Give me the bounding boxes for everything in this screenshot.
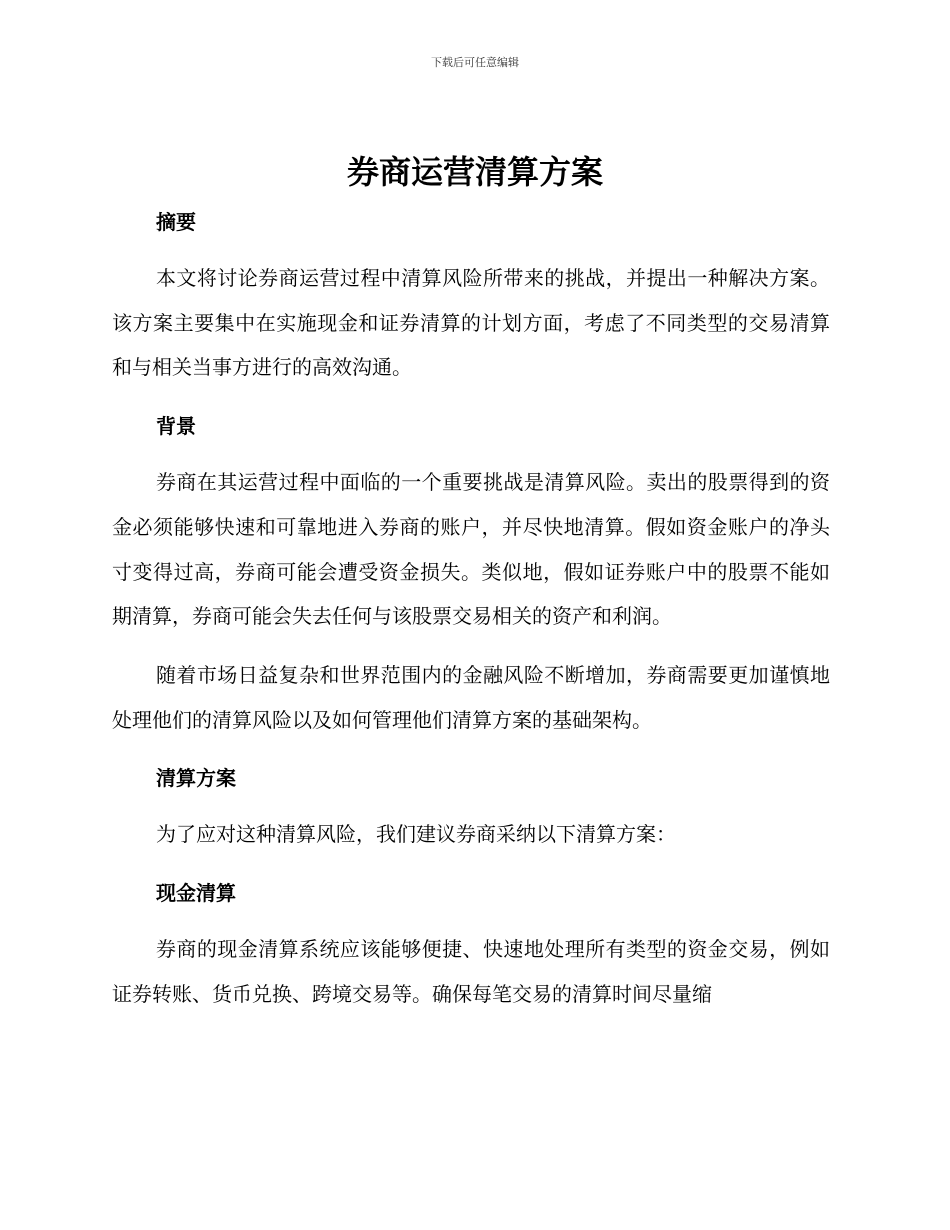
section-heading-abstract: 摘要 — [156, 210, 196, 234]
section-heading-background: 背景 — [156, 414, 196, 439]
document-body — [112, 200, 830, 1016]
section-heading-cash: 现金清算 — [156, 881, 236, 906]
header-note: 下载后可任意编辑 — [431, 56, 519, 69]
section-heading-solution: 清算方案 — [156, 766, 236, 791]
paragraph-abstract: 本文将讨论券商运营过程中清算风险所带来的挑战，并提出一种解决方案。该方案主要集中在实施现金和证券清算的计划方面，考虑了不同类型的交易清算和与相关当事方进行的高效沟通。 — [112, 266, 830, 380]
document-title: 券商运营清算方案 — [346, 153, 603, 191]
paragraph-solution: 为了应对这种清算风险，我们建议券商采纳以下清算方案： — [156, 822, 676, 847]
paragraph-cash: 券商的现金清算系统应该能够便捷、快速地处理所有类型的资金交易，例如证券转账、货币兑换、跨境交易等。确保每笔交易的清算时间尽量缩 — [112, 937, 830, 1006]
paragraph-background-2: 随着市场日益复杂和世界范围内的金融风险不断增加，券商需要更加谨慎地处理他们的清算风险以及如何管理他们清算方案的基础架构。 — [112, 662, 830, 732]
paragraph-background-1: 券商在其运营过程中面临的一个重要挑战是清算风险。卖出的股票得到的资金必须能够快速和可靠地进入券商的账户，并尽快地清算。假如资金账户的净头寸变得过高，券商可能会遭受资金损失。类似地，假如证券账户中的股票不能如期清算，券商可能会失去任何与该股票交易相关的资产和利润。 — [112, 470, 830, 629]
